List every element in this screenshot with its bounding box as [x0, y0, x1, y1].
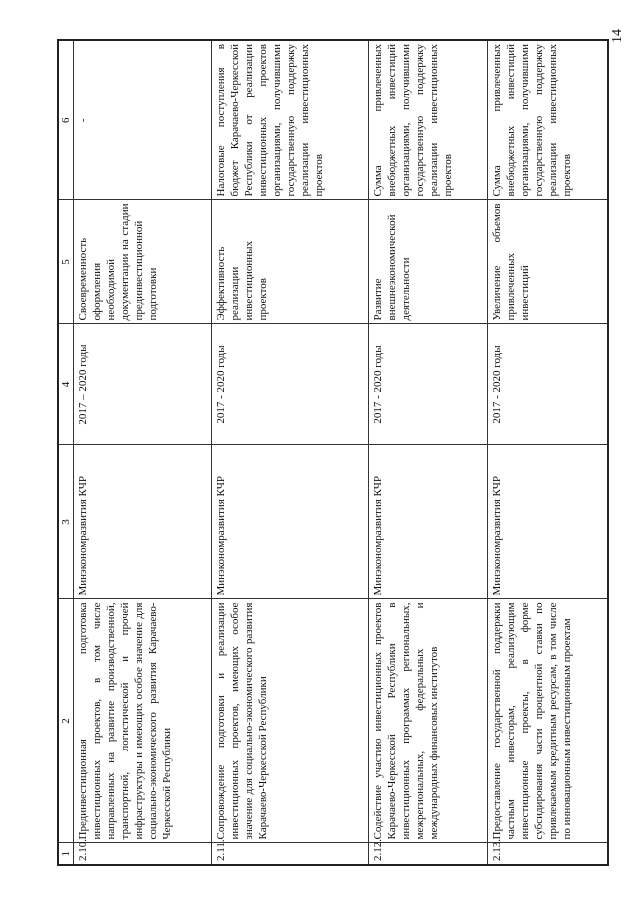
header-col-4: 4 — [58, 324, 74, 445]
period-cell: 2017 - 2020 годы — [212, 324, 369, 445]
header-col-6: 6 — [58, 40, 74, 200]
measure-cell: Сопровождение подготовки и реализации инвестиционных проектов, имеющих особое значение для социально-экономического развития Карачаево-Черкесской Республики — [212, 599, 369, 843]
table-row — [369, 40, 488, 865]
period-cell: 2017 - 2020 годы — [369, 324, 488, 445]
result-cell: Увеличение объемов привлеченных инвестиций — [488, 200, 608, 324]
indicator-cell: Сумма привлеченных внебюджетных инвестиций организациями, получившими государственную поддержку реализации инвестиционных проектов — [369, 40, 488, 200]
result-cell: Эффективность реализации инвестиционных проектов — [212, 200, 369, 324]
result-cell: Развитие внешнеэкономической деятельности — [369, 200, 488, 324]
header-col-3: 3 — [58, 445, 74, 599]
measures-table — [57, 39, 609, 866]
measure-cell: Содействие участию инвестиционных проектов Карачаево-Черкесской Республики в инвестиционных программах региональных, межрегиональных, федеральных и международных финансовых институтов — [369, 599, 488, 843]
executor-cell: Минэкономразвития КЧР — [212, 445, 369, 599]
header-col-2: 2 — [58, 599, 74, 843]
indicator-cell: Сумма привлеченных внебюджетных инвестиций организациями, получившими государственную поддержку реализации инвестиционных проектов — [488, 40, 608, 200]
row-number: 2.10. — [74, 843, 212, 865]
document-page — [57, 41, 609, 866]
table-row — [212, 40, 369, 865]
executor-cell: Минэкономразвития КЧР — [488, 445, 608, 599]
measure-cell: Прединвестиционная подготовка инвестиционных проектов, в том числе направленных на развитие производственной, транспортной, логистической и прочей инфраструктуры и имеющих особое значение для социально-экономического развития Карачаево-Черкесской Республики — [74, 599, 212, 843]
period-cell: 2017 - 2020 годы — [488, 324, 608, 445]
header-col-5: 5 — [58, 200, 74, 324]
result-cell: Своевременность оформления необходимой документации на стадии прединвестиционной подготовки — [74, 200, 212, 324]
row-number: 2.13. — [488, 843, 608, 865]
measure-cell: Предоставление государственной поддержки частным инвесторам, реализующим инвестиционные проекты, в форме субсидирования части процентной ставки по привлекаемым кредитным ресурсам, в том числе по инновационным инвестиционным проектам — [488, 599, 608, 843]
table-row — [74, 40, 212, 865]
header-col-1: 1 — [58, 843, 74, 865]
period-cell: 2017 – 2020 годы — [74, 324, 212, 445]
indicator-cell: - — [74, 40, 212, 200]
page-number: 14 — [610, 29, 625, 43]
executor-cell: Минэкономразвития КЧР — [74, 445, 212, 599]
indicator-cell: Налоговые поступления в бюджет Карачаево-Черкесской Республики от реализации инвестиционных проектов организациями, получившими государственную поддержку реализации инвестиционных проектов — [212, 40, 369, 200]
row-number: 2.11. — [212, 843, 369, 865]
row-number: 2.12. — [369, 843, 488, 865]
executor-cell: Минэкономразвития КЧР — [369, 445, 488, 599]
table-header-row — [58, 40, 74, 865]
table-row — [488, 40, 608, 865]
